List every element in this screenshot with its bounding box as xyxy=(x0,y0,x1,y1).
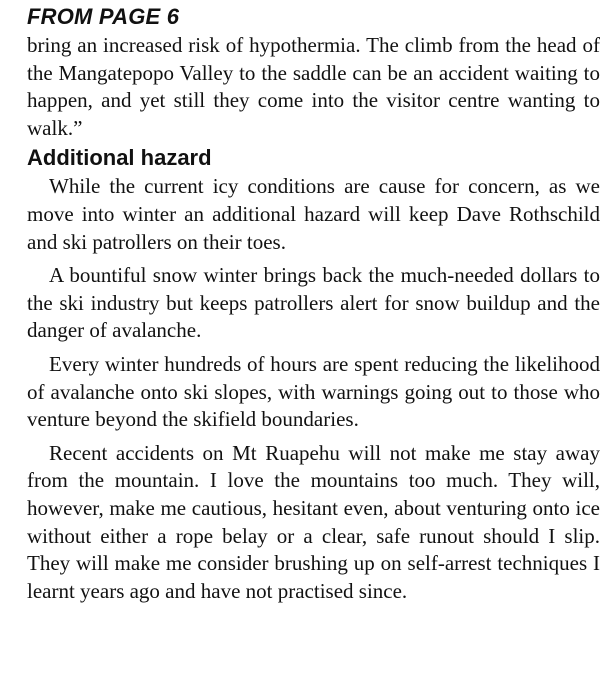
body-paragraph: Recent accidents on Mt Ruapehu will not make me stay away from the mountain. I love the mountains too much. They will, however, make me cautious, hesitant even, about venturing onto ice without either a rope belay or a clear, safe runout should I slip. They will make me consider brushing up on self-arrest techniques I learnt years ago and have not practised since. xyxy=(27,440,600,603)
body-paragraph: A bountiful snow winter brings back the much-needed dollars to the ski industry but keeps patrollers alert for snow buildup and the danger of avalanche. xyxy=(27,263,600,343)
continued-from-label: FROM PAGE 6 xyxy=(27,4,180,29)
body-paragraph: While the current icy conditions are cause for concern, as we move into winter an additional hazard will keep Dave Rothschild and ski patrollers on their toes. xyxy=(27,174,600,254)
intro-paragraph: bring an increased risk of hypothermia. The climb from the head of the Mangatepopo Valley to the saddle can be an accident waiting to happen, and yet still they come into the visitor centre wanting to walk.” xyxy=(27,33,600,140)
article-column xyxy=(27,4,600,611)
section-subheading: Additional hazard xyxy=(27,145,212,171)
body-paragraph: Every winter hundreds of hours are spent reducing the likelihood of avalanche onto ski slopes, with warnings going out to those who venture beyond the skifield boundaries. xyxy=(27,351,600,432)
